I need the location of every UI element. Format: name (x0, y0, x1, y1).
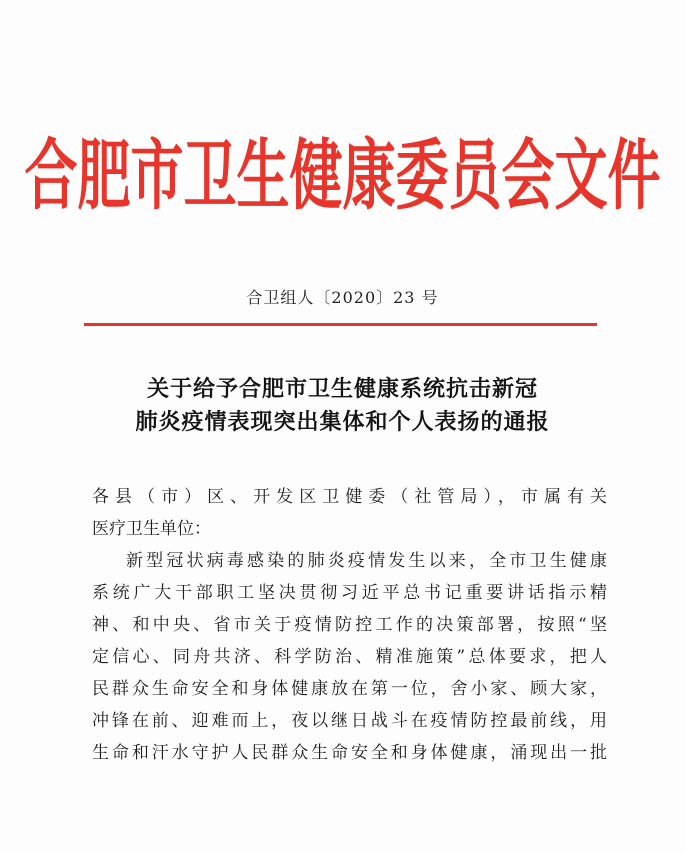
paragraph-line: 冲锋在前、迎难而上，夜以继日战斗在疫情防控最前线，用 (92, 711, 607, 731)
paragraph-line: 新型冠状病毒感染的肺炎疫情发生以来，全市卫生健康 (126, 551, 607, 571)
paragraph-line: 民群众生命安全和身体健康放在第一位，舍小家、顾大家， (92, 679, 607, 699)
addressee-line-2: 医疗卫生单位： (92, 519, 211, 539)
paragraph-line: 神、和中央、省市关于疫情防控工作的决策部署，按照“坚 (92, 615, 607, 635)
issuing-authority-header: 合肥市卫生健康委员会文件 (24, 132, 661, 221)
document-title-line-2: 肺炎疫情表现突出集体和个人表扬的通报 (135, 409, 550, 435)
paragraph-line: 系统广大干部职工坚决贯彻习近平总书记重要讲话指示精 (92, 583, 607, 603)
paragraph-line: 定信心、同舟共济、科学防治、精准施策”总体要求，把人 (92, 647, 607, 667)
red-separator-line (84, 323, 597, 326)
addressee-line-1: 各县（市）区、开发区卫健委（社管局），市属有关 (92, 487, 607, 507)
document-title-line-1: 关于给予合肥市卫生健康系统抗击新冠 (146, 376, 538, 402)
paragraph-line: 生命和汗水守护人民群众生命安全和身体健康，涌现出一批 (92, 743, 607, 763)
document-number: 合卫组人〔2020〕23 号 (246, 288, 439, 307)
